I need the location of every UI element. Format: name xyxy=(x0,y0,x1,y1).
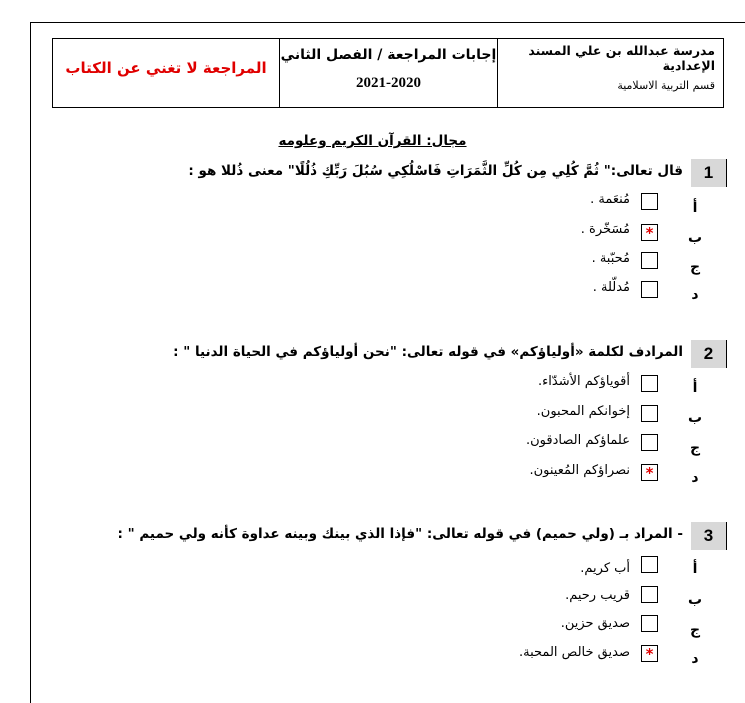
option-checkbox[interactable] xyxy=(641,281,658,298)
option-letter: ب xyxy=(687,410,703,426)
option-text: صديق حزين. xyxy=(560,616,630,631)
option-text: إخوانكم المحبون. xyxy=(536,404,630,419)
option-text: مُسَخّرة . xyxy=(580,222,630,237)
option-checkbox-checked[interactable]: * xyxy=(641,224,658,241)
option-letter: ب xyxy=(687,230,703,246)
option-letter: د xyxy=(691,287,699,303)
option-checkbox[interactable] xyxy=(641,375,658,392)
option-text: مُحبّبة . xyxy=(591,251,630,266)
option-text: نصراؤكم المُعينون. xyxy=(529,463,630,478)
option-letter: ج xyxy=(689,622,701,638)
option-text: مُنعَمة . xyxy=(590,192,630,207)
option-checkbox-checked[interactable]: * xyxy=(641,464,658,481)
option-checkbox[interactable] xyxy=(641,193,658,210)
option-letter: أ xyxy=(692,380,698,396)
option-checkbox[interactable] xyxy=(641,615,658,632)
note-cell xyxy=(53,39,279,107)
option-text: قريب رحيم. xyxy=(565,588,630,603)
option-checkbox[interactable] xyxy=(641,252,658,269)
school-name: مدرسة عبدالله بن علي المسند الإعدادية xyxy=(528,43,715,73)
title-cell xyxy=(279,39,497,107)
option-letter: ب xyxy=(687,592,703,608)
school-cell xyxy=(497,39,723,107)
school-year: 2021-2020 xyxy=(356,75,421,91)
option-letter: د xyxy=(691,651,699,667)
option-letter: ج xyxy=(689,259,701,275)
option-text: أقوياؤكم الأشدّاء. xyxy=(538,374,630,389)
question-number: 2 xyxy=(691,340,727,368)
question-text: المرادف لكلمة «أولياؤكم» في قوله تعالى: "نحن أولياؤكم في الحياة الدنيا " : xyxy=(173,344,683,360)
option-checkbox[interactable] xyxy=(641,556,658,573)
field-title: مجال: القرآن الكريم وعلومه xyxy=(278,133,467,149)
department-name: قسم التربية الاسلامية xyxy=(617,79,715,92)
option-text: علماؤكم الصادقون. xyxy=(526,433,630,448)
option-text: صديق خالص المحبة. xyxy=(519,645,630,660)
option-letter: د xyxy=(691,470,699,486)
option-letter: أ xyxy=(692,561,698,577)
option-checkbox[interactable] xyxy=(641,405,658,422)
document-title: إجابات المراجعة / الفصل الثاني xyxy=(280,47,497,63)
question-text: - المراد بـ (ولي حميم) في قوله تعالى: "فإذا الذي بينك وبينه عداوة كأنه ولي حميم " : xyxy=(117,526,683,542)
option-letter: أ xyxy=(692,200,698,216)
question-number: 3 xyxy=(691,522,727,550)
question-number: 1 xyxy=(691,159,727,187)
page-border xyxy=(30,22,745,703)
option-text: أب كريم. xyxy=(580,561,630,576)
option-checkbox-checked[interactable]: * xyxy=(641,645,658,662)
option-text: مُدلّلة . xyxy=(592,280,630,295)
option-letter: ج xyxy=(689,440,701,456)
option-checkbox[interactable] xyxy=(641,586,658,603)
option-checkbox[interactable] xyxy=(641,434,658,451)
header-table xyxy=(52,38,724,108)
review-note: المراجعة لا تغني عن الكتاب xyxy=(65,59,267,77)
question-text: قال تعالى:" ثُمَّ كُلِي مِن كُلِّ الثَّمَرَاتِ فَاسْلُكِي سُبُلَ رَبِّكِ ذُلُلًا" معنى ذُللا هو : xyxy=(188,163,683,179)
